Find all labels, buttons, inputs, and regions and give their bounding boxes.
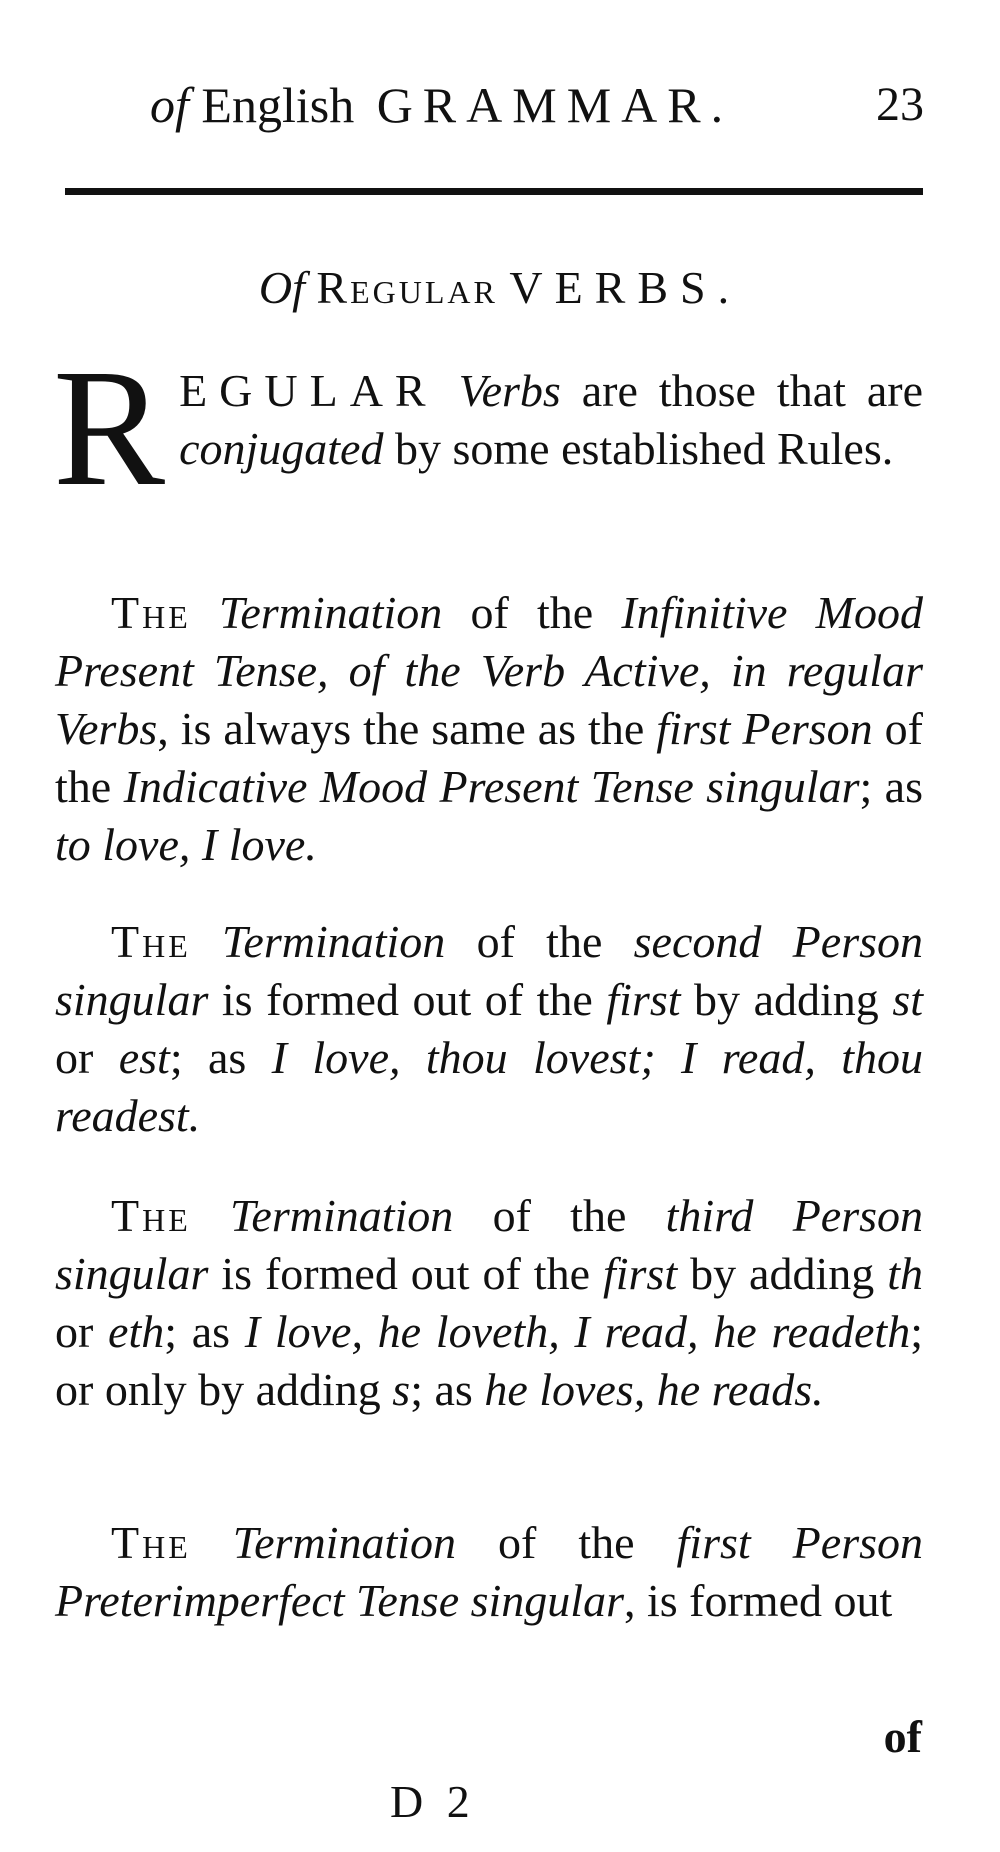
- text-run: first Person: [656, 703, 873, 754]
- text-run: EGULAR: [179, 365, 438, 416]
- paragraph-preterimperfect: [55, 1514, 923, 1630]
- text-run: ; as: [164, 1306, 245, 1357]
- text-run: of the: [55, 703, 923, 812]
- text-run: [191, 916, 222, 967]
- text-run: by some established Rules.: [383, 423, 894, 474]
- text-run: Termination: [218, 587, 443, 638]
- text-run: The: [111, 1190, 191, 1241]
- text-run: or: [55, 1306, 109, 1357]
- header-grammar: GRAMMAR.: [376, 77, 734, 133]
- text-run: Termination: [222, 916, 446, 967]
- signature-mark: D 2: [390, 1776, 476, 1827]
- section-heading: [0, 258, 1000, 318]
- text-run: ; as: [169, 1032, 272, 1083]
- text-run: The: [111, 587, 191, 638]
- text-run: of the: [453, 1190, 666, 1241]
- text-run: of the: [442, 587, 622, 638]
- catchword: of: [883, 1711, 922, 1762]
- text-run: Infinitive Mood Present Tense, of the Verb Active, in regular Verbs: [55, 587, 923, 754]
- text-run: I love, he loveth, I read, he readeth: [244, 1306, 911, 1357]
- heading-regular: Regular: [316, 262, 498, 313]
- drop-cap: R: [53, 335, 166, 521]
- text-run: I love, thou lovest; I read, thou readest.: [55, 1032, 923, 1141]
- text-run: st: [892, 974, 924, 1025]
- text-run: [191, 1190, 230, 1241]
- text-run: The: [111, 916, 191, 967]
- text-run: th: [887, 1248, 923, 1299]
- text-run: ; or only by adding: [55, 1306, 923, 1415]
- text-run: Verbs: [458, 365, 561, 416]
- text-run: ; as: [410, 1364, 485, 1415]
- paragraph-regular-verbs: [53, 335, 923, 521]
- text-run: is formed out of the: [208, 1248, 603, 1299]
- text-run: is formed out of the: [208, 974, 607, 1025]
- text-run: of the: [445, 916, 634, 967]
- heading-of: Of: [258, 262, 305, 313]
- text-run: est: [118, 1032, 170, 1083]
- text-run: or: [55, 1032, 119, 1083]
- paragraph-infinitive-termination: [55, 584, 923, 874]
- text-run: first Person Preterimperfect Tense singular: [55, 1517, 923, 1626]
- heading-verbs: VERBS.: [509, 262, 742, 313]
- header-rule: [65, 188, 923, 195]
- text-run: are those that are: [560, 365, 923, 416]
- text-run: first: [606, 974, 681, 1025]
- header-english: English: [201, 77, 355, 133]
- text-run: second Person singular: [55, 916, 923, 1025]
- text-run: [191, 1517, 233, 1568]
- text-run: first: [602, 1248, 678, 1299]
- paragraph-third-person: [55, 1187, 923, 1419]
- text-run: third Person singular: [55, 1190, 924, 1299]
- running-head: [150, 70, 930, 140]
- text-run: s: [392, 1364, 411, 1415]
- text-run: Termination: [232, 1517, 457, 1568]
- text-run: to love, I love.: [55, 819, 317, 870]
- text-run: by adding: [677, 1248, 888, 1299]
- header-of: of: [150, 77, 189, 133]
- text-run: [191, 587, 219, 638]
- text-run: conjugated: [179, 423, 384, 474]
- text-run: , is formed out: [623, 1575, 893, 1626]
- text-run: [438, 365, 459, 416]
- paragraph-second-person: [55, 913, 923, 1145]
- text-run: The: [111, 1517, 191, 1568]
- text-run: , is always the same as the: [157, 703, 657, 754]
- page-number: 23: [876, 78, 924, 131]
- text-run: eth: [108, 1306, 165, 1357]
- text-run: Termination: [230, 1190, 454, 1241]
- text-run: he loves, he reads.: [484, 1364, 824, 1415]
- text-run: by adding: [680, 974, 893, 1025]
- text-run: Indicative Mood Present Tense singular: [123, 761, 860, 812]
- text-run: of the: [456, 1517, 677, 1568]
- text-run: ; as: [859, 761, 923, 812]
